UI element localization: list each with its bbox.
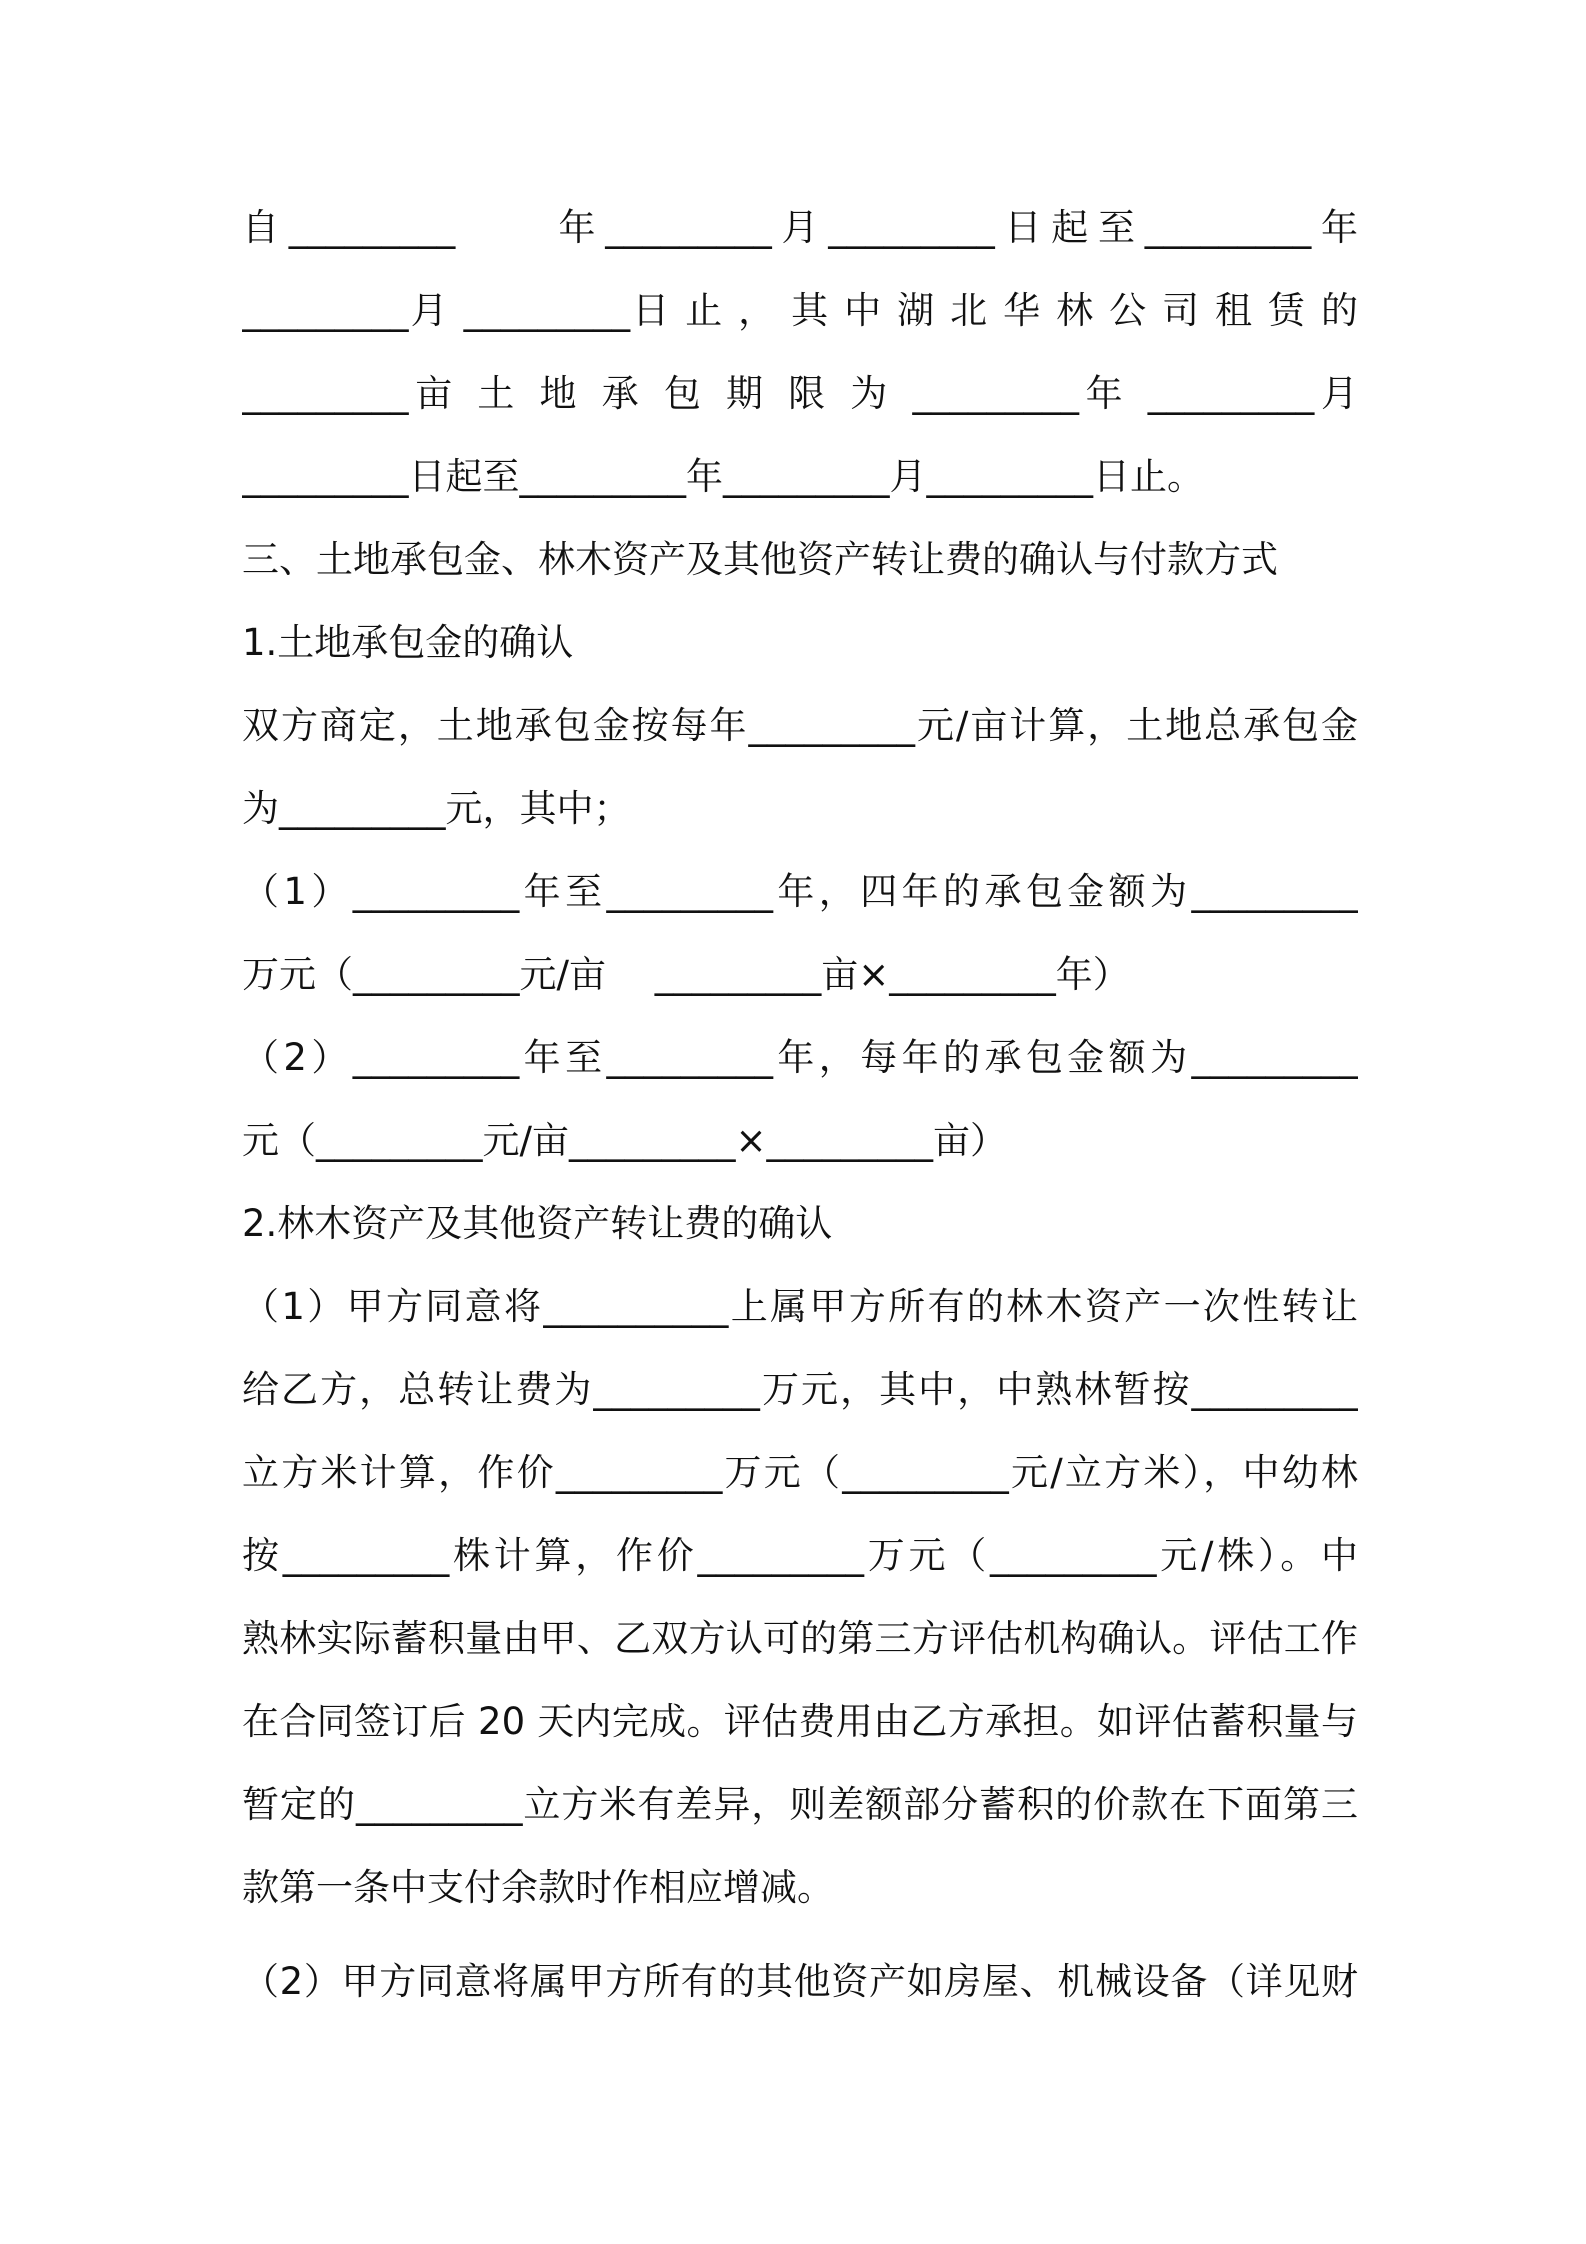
item-1-line: （1）_________年至_________年，四年的承包金额为_________: [242, 870, 1358, 913]
subsection-heading-1: 1.土地承包金的确认: [242, 621, 574, 664]
item-1-line: 万元（_________元/亩 _________亩×_________年）: [242, 953, 1130, 996]
paragraph-line: 暂定的_________立方米有差异，则差额部分蓄积的价款在下面第三: [242, 1783, 1358, 1826]
paragraph-line: 款第一条中支付余款时作相应增减。: [242, 1866, 834, 1909]
section-heading-3: 三、土地承包金、林木资产及其他资产转让费的确认与付款方式: [242, 538, 1278, 581]
paragraph-line: 立方米计算，作价_________万元（_________元/立方米），中幼林: [242, 1451, 1358, 1494]
paragraph-line: （2）甲方同意将属甲方所有的其他资产如房屋、机械设备（详见财: [242, 1960, 1358, 2003]
paragraph-line: （1）甲方同意将__________上属甲方所有的林木资产一次性转让: [242, 1285, 1358, 1328]
lease-period-line-3: _________亩 土 地 承 包 期 限 为 _________年 _________月: [242, 372, 1358, 415]
item-2-line: （2）_________年至_________年，每年的承包金额为_________: [242, 1036, 1358, 1079]
paragraph-line: 为_________元，其中；: [242, 787, 631, 830]
paragraph-line: 在合同签订后 20 天内完成。评估费用由乙方承担。如评估蓄积量与: [242, 1700, 1358, 1743]
paragraph-line: 按_________株计算，作价_________万元（_________元/株）。中: [242, 1534, 1358, 1577]
lease-period-line-1: 自_________ 年_________月_________日起至_________年: [242, 206, 1358, 249]
lease-period-line-4: _________日起至_________年_________月_________日止。: [242, 455, 1204, 498]
paragraph-line: 给乙方，总转让费为_________万元，其中，中熟林暂按_________: [242, 1368, 1358, 1411]
lease-period-line-2: _________月 _________日 止 ， 其 中 湖 北 华 林 公 司 租 赁 的: [242, 289, 1358, 332]
paragraph-line: 双方商定，土地承包金按每年_________元/亩计算，土地总承包金: [242, 704, 1358, 747]
paragraph-line: 熟林实际蓄积量由甲、乙双方认可的第三方评估机构确认。评估工作: [242, 1617, 1358, 1660]
item-2-line: 元（_________元/亩_________×_________亩）: [242, 1119, 1007, 1162]
subsection-heading-2: 2.林木资产及其他资产转让费的确认: [242, 1202, 833, 1245]
